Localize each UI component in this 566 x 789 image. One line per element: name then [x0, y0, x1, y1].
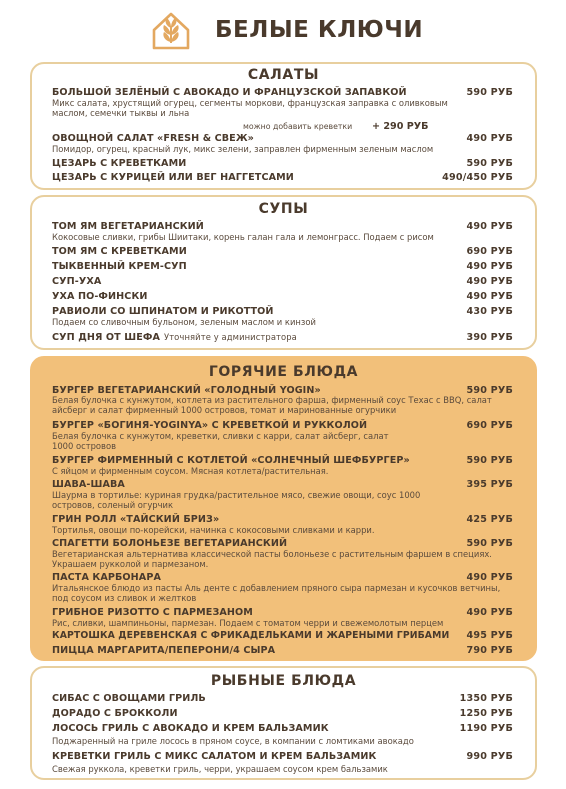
menu-item-desc: Белая булочка с кунжутом, котлета из растительного фарша, фирменный соус Техас с BBQ, салат айсберг и салат фирменный 1000 островов, томат и маринованные огурчики [52, 395, 492, 415]
menu-item-price: 690 РУБ [466, 420, 513, 431]
menu-item-name: ПАСТА КАРБОНАРА [52, 572, 161, 583]
menu-item-desc: Поджаренный на гриле лосось в пряном соусе, в компании с ломтиками авокадо [52, 736, 414, 746]
menu-item-price: 490/450 РУБ [442, 172, 513, 183]
menu-item-desc: Тортилья, овощи по-корейски, начинка с кокосовыми сливками и карри. [52, 525, 375, 535]
section-hot-dishes [30, 356, 537, 661]
section-title: РЫБНЫЕ БЛЮДА [210, 673, 357, 689]
addon-note: можно добавить креветки [243, 122, 353, 131]
menu-item-name: ТОМ ЯМ С КРЕВЕТКАМИ [52, 246, 187, 257]
menu-item-price: 990 РУБ [466, 751, 513, 762]
menu-item-name: СПАГЕТТИ БОЛОНЬЕЗЕ ВЕГЕТАРИАНСКИЙ [52, 538, 288, 549]
section-soups [30, 195, 537, 350]
menu-item-name: ДОРАДО С БРОККОЛИ [52, 708, 178, 719]
menu-item-price: 490 РУБ [466, 572, 513, 583]
menu-item-name: ЦЕЗАРЬ С КУРИЦЕЙ ИЛИ ВЕГ НАГГЕТСАМИ [52, 172, 294, 183]
wheat-leaf-icon [150, 10, 192, 52]
menu-item-price: 1350 РУБ [459, 693, 513, 704]
menu-item-desc: Подаем со сливочным бульоном, зеленым маслом и кинзой [52, 317, 316, 327]
menu-item-desc: Белая булочка с кунжутом, креветки, сливки с карри, салат айсберг, салат 1000 островов [52, 431, 389, 451]
menu-item-name: ШАВА-ШАВА [52, 479, 125, 490]
menu-item-price: 590 РУБ [466, 538, 513, 549]
menu-item-price: 590 РУБ [466, 385, 513, 396]
menu-item-name: БУРГЕР ФИРМЕННЫЙ С КОТЛЕТОЙ «СОЛНЕЧНЫЙ ШЕФБУРГЕР» [52, 455, 410, 466]
section-salads [30, 62, 537, 190]
menu-item-price: 490 РУБ [466, 133, 513, 144]
menu-item-price: 590 РУБ [466, 455, 513, 466]
menu-item-name: ГРИБНОЕ РИЗОТТО С ПАРМЕЗАНОМ [52, 607, 253, 618]
menu-item-desc: Кокосовые сливки, грибы Шиитаки, корень галан гала и лемонграсс. Подаем с рисом [52, 232, 434, 242]
menu-item-price: 790 РУБ [466, 645, 513, 656]
menu-item-price: 590 РУБ [466, 158, 513, 169]
menu-item-price: 490 РУБ [466, 607, 513, 618]
menu-item-desc: Свежая руккола, креветки гриль, черри, украшаем соусом крем бальзамик [52, 764, 388, 774]
menu-item-name: ТЫКВЕННЫЙ КРЕМ-СУП [52, 261, 187, 272]
menu-item-name: РАВИОЛИ СО ШПИНАТОМ И РИКОТТОЙ [52, 306, 274, 317]
header [0, 0, 566, 60]
menu-item-name: БУРГЕР ВЕГЕТАРИАНСКИЙ «ГОЛОДНЫЙ YOGIN» [52, 385, 321, 396]
section-fish [30, 666, 537, 780]
menu-item-desc: С яйцом и фирменным соусом. Мясная котлета/растительная. [52, 466, 329, 476]
menu-item-name: БУРГЕР «БОГИНЯ-YOGINYA» С КРЕВЕТКОЙ И РУККОЛОЙ [52, 420, 368, 431]
menu-item-name: ГРИН РОЛЛ «ТАЙСКИЙ БРИЗ» [52, 514, 220, 525]
menu-item-desc: Итальянское блюдо из пасты Аль денте с добавлением пряного сыра пармезан и кусочков ветчины, под соусом из сливок и желтков [52, 583, 501, 603]
logo [150, 10, 192, 52]
section-title: СУПЫ [258, 201, 309, 217]
menu-item-price: 490 РУБ [466, 221, 513, 232]
menu-item-desc: Помидор, огурец, красный лук, микс зелени, заправлен фирменным зеленым маслом [52, 144, 434, 154]
menu-item-desc: Микс салата, хрустящий огурец, сегменты моркови, французская заправка с оливковым маслом, семечки тыквы и льна [52, 98, 448, 118]
menu-item-name: БОЛЬШОЙ ЗЕЛЁНЫЙ С АВОКАДО И ФРАНЦУЗСКОЙ ЗАПАВКОЙ [52, 87, 407, 98]
menu-item-name: ПИЦЦА МАРГАРИТА/ПЕПЕРОНИ/4 СЫРА [52, 645, 276, 656]
menu-item-name-text: СУП ДНЯ ОТ ШЕФА [52, 332, 160, 343]
menu-item-price: 490 РУБ [466, 276, 513, 287]
menu-item-desc: Вегетарианская альтернатива классической пасты болоньезе с растительным фаршем в специях. Украшаем рукколой и пармезаном. [52, 549, 492, 569]
menu-item-price: 495 РУБ [466, 630, 513, 641]
menu-item-name: УХА ПО-ФИНСКИ [52, 291, 148, 302]
brand-name: БЕЛЫЕ КЛЮЧИ [215, 17, 424, 43]
menu-item-price: 490 РУБ [466, 261, 513, 272]
section-title: ГОРЯЧИЕ БЛЮДА [208, 364, 359, 380]
menu-item-name: СИБАС С ОВОЩАМИ ГРИЛЬ [52, 693, 206, 704]
menu-item-name: ЛОСОСЬ ГРИЛЬ С АВОКАДО И КРЕМ БАЛЬЗАМИК [52, 723, 329, 734]
menu-item-price: 690 РУБ [466, 246, 513, 257]
menu-item-price: 425 РУБ [466, 514, 513, 525]
menu-item-name: КАРТОШКА ДЕРЕВЕНСКАЯ С ФРИКАДЕЛЬКАМИ И ЖАРЕНЫМИ ГРИБАМИ [52, 630, 450, 641]
menu-item-price: 590 РУБ [466, 87, 513, 98]
menu-item-price: 1190 РУБ [459, 723, 513, 734]
menu-item-desc: Шаурма в тортилье: куриная грудка/растительное мясо, свежие овощи, соус 1000 островов, соленый огурчик [52, 490, 421, 510]
menu-item-name: СУП-УХА [52, 276, 102, 287]
menu-item-price: 1250 РУБ [459, 708, 513, 719]
menu-item-price: 430 РУБ [466, 306, 513, 317]
menu-item-name: ТОМ ЯМ ВЕГЕТАРИАНСКИЙ [52, 221, 204, 232]
section-title: САЛАТЫ [247, 67, 320, 83]
menu-item-name: ОВОЩНОЙ САЛАТ «FRESH & СВЕЖ» [52, 133, 254, 144]
menu-item-price: 390 РУБ [466, 332, 513, 343]
menu-item-note: Уточняйте у администратора [164, 332, 297, 342]
menu-item-desc: Рис, сливки, шампиньоны, пармезан. Подаем с томатом черри и свежемолотым перцем [52, 618, 444, 628]
addon-price: + 290 РУБ [372, 121, 429, 132]
menu-item-price: 490 РУБ [466, 291, 513, 302]
menu-item-price: 395 РУБ [466, 479, 513, 490]
menu-item-name: КРЕВЕТКИ ГРИЛЬ С МИКС САЛАТОМ И КРЕМ БАЛЬЗАМИК [52, 751, 377, 762]
menu-item-name [52, 332, 297, 343]
menu-item-name: ЦЕЗАРЬ С КРЕВЕТКАМИ [52, 158, 187, 169]
